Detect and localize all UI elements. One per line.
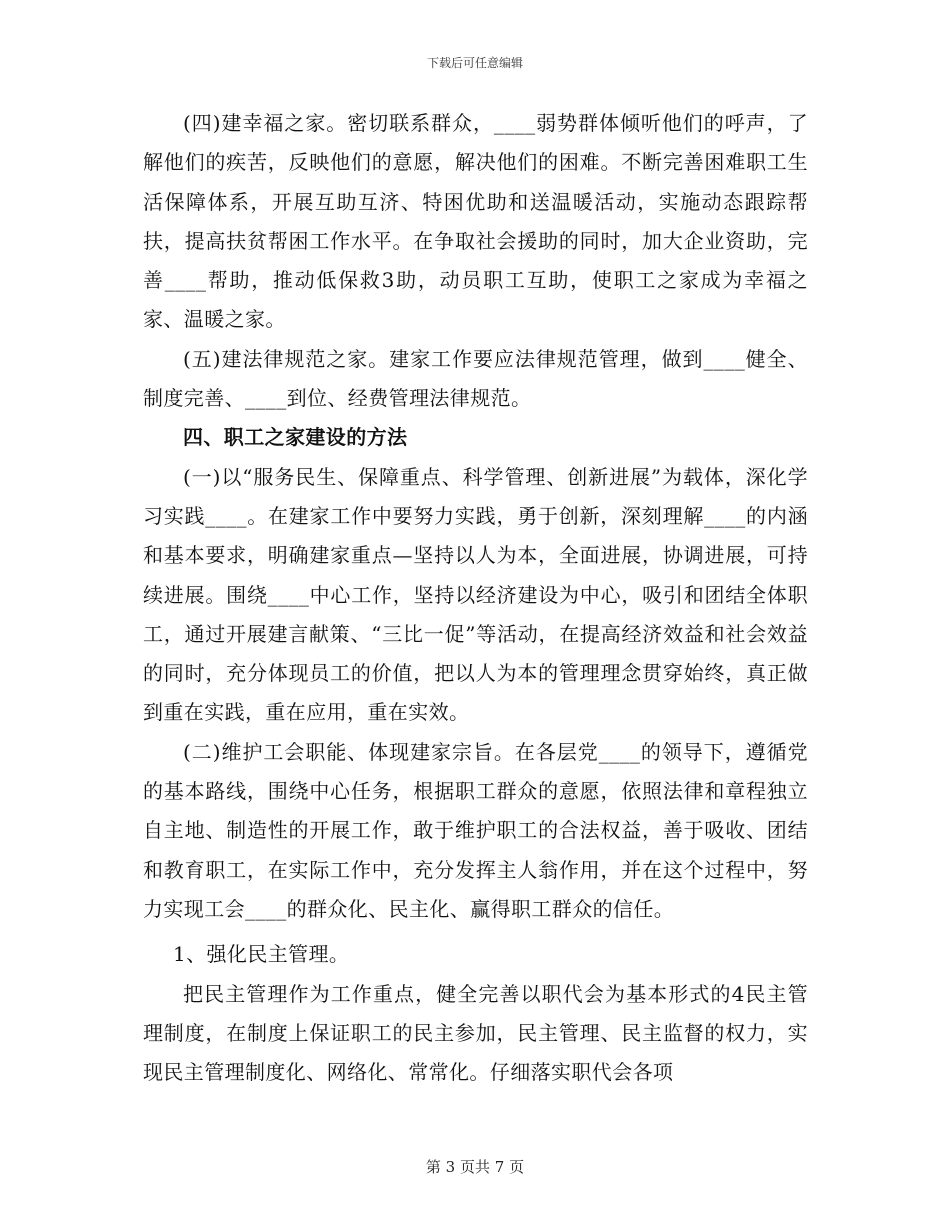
document-body bbox=[143, 104, 808, 1092]
paragraph-method-one: (一)以“服务民生、保障重点、科学管理、创新进展”为载体，深化学习实践____。在建家工作中要努力实践，勇于创新，深刻理解____的内涵和基本要求，明确建家重点—坚持以人为本，全面进展，协调进展，可持续进展。围绕____中心工作，坚持以经济建设为中心，吸引和团结全体职工，通过开展建言献策、“三比一促”等活动，在提高经济效益和社会效益的同时，充分体现员工的价值，把以人为本的管理理念贯穿始终，真正做到重在实践，重在应用，重在实效。 bbox=[143, 464, 808, 725]
paragraph-method-two: (二)维护工会职能、体现建家宗旨。在各层党____的领导下，遵循党的基本路线，围绕中心任务，根据职工群众的意愿，依照法律和章程独立自主地、制造性的开展工作，敢于维护职工的合法权益，善于吸收、团结和教育职工，在实际工作中，充分发挥主人翁作用，并在这个过程中，努力实现工会____的群众化、民主化、赢得职工群众的信任。 bbox=[143, 739, 808, 921]
paragraph-democratic-management: 把民主管理作为工作重点，健全完善以职代会为基本形式的4民主管理制度，在制度上保证职工的民主参加，民主管理、民主监督的权力，实现民主管理制度化、网络化、常常化。仔细落实职代会各项 bbox=[143, 981, 808, 1085]
subheading-democratic-management: 1、强化民主管理。 bbox=[173, 942, 350, 967]
paragraph-build-happy-home: (四)建幸福之家。密切联系群众，____弱势群体倾听他们的呼声，了解他们的疾苦，反映他们的意愿，解决他们的困难。不断完善困难职工生活保障体系，开展互助互济、特困优助和送温暖活动，实施动态跟踪帮扶，提高扶贫帮困工作水平。在争取社会援助的同时，加大企业资助，完善____帮助，推动低保救3助，动员职工互助，使职工之家成为幸福之家、温暖之家。 bbox=[143, 111, 808, 332]
page-number: 第 3 页共 7 页 bbox=[425, 1158, 525, 1176]
page-header: 下载后可任意编辑 bbox=[426, 56, 523, 70]
section-heading-methods: 四、职工之家建设的方法 bbox=[183, 425, 408, 450]
paragraph-build-legal-home: (五)建法律规范之家。建家工作要应法律规范管理，做到____健全、制度完善、____到位、经费管理法律规范。 bbox=[143, 346, 808, 411]
